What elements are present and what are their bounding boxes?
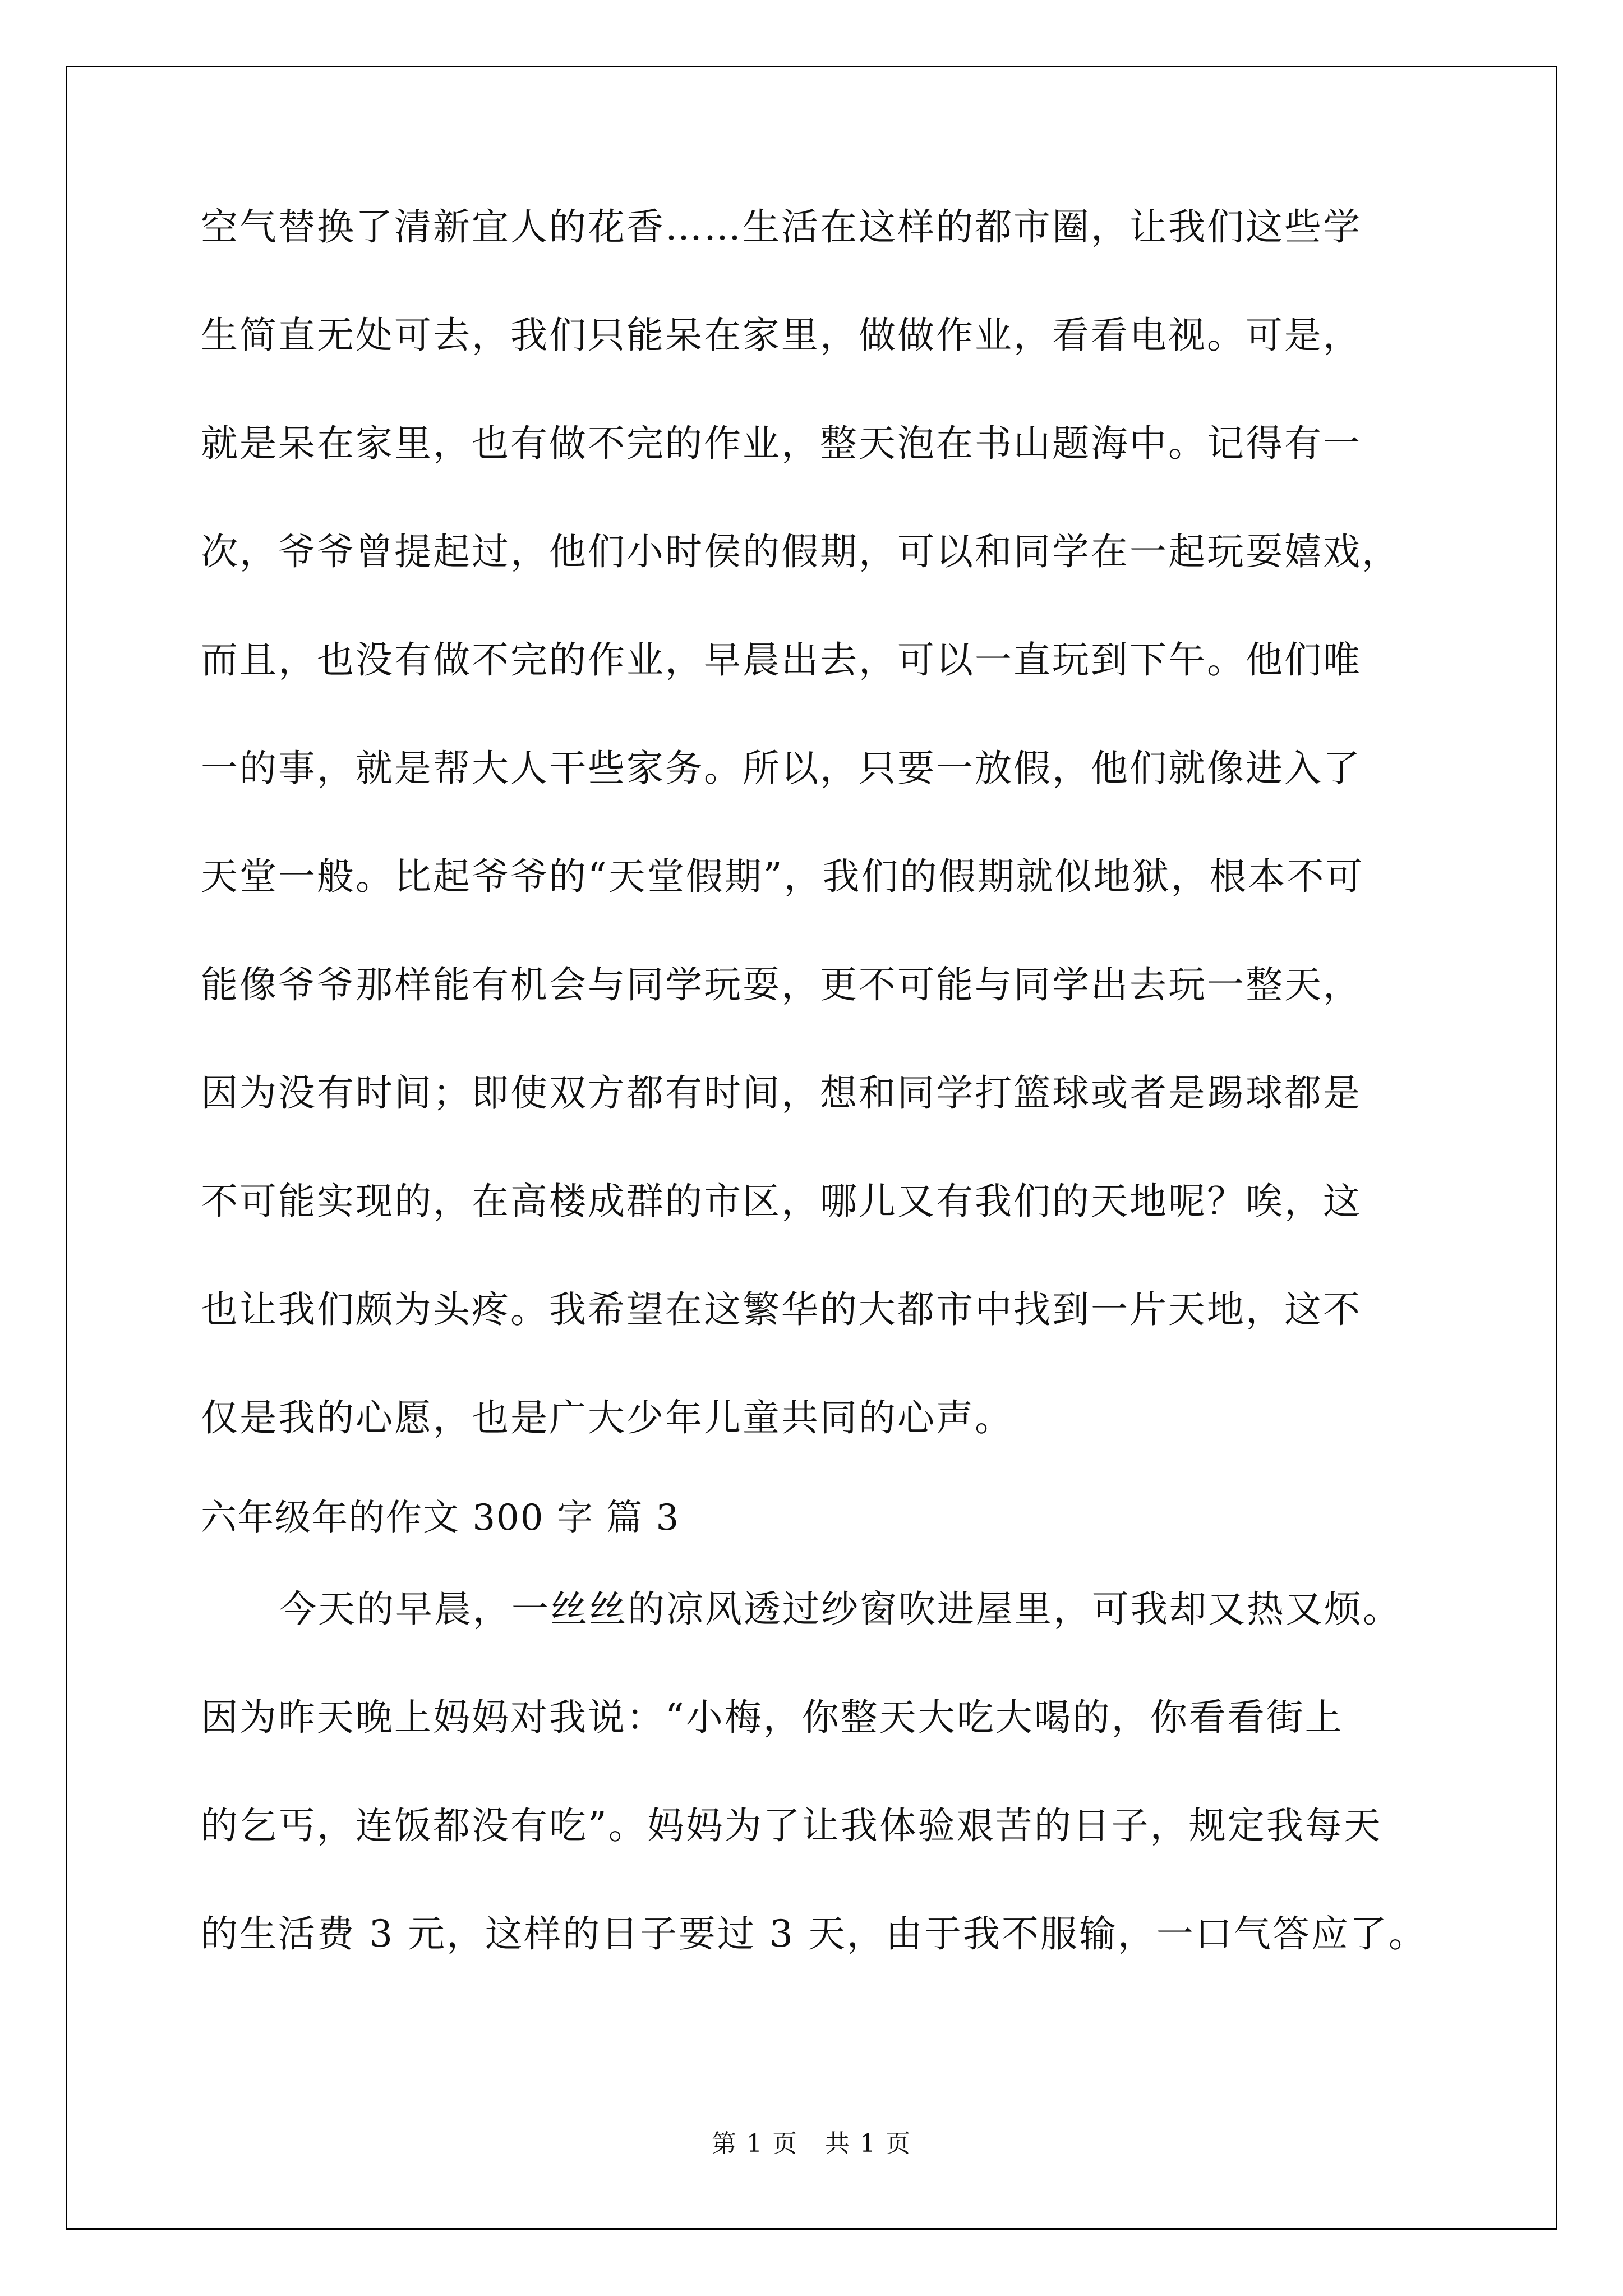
section-heading: 六年级年的作文 300 字 篇 3 (201, 1497, 680, 1539)
page-number: 第 1 页 (712, 2129, 798, 2158)
text-line: 而且，也没有做不完的作业，早晨出去，可以一直玩到下午。他们唯 (201, 638, 1362, 682)
text-line: 今天的早晨，一丝丝的凉风透过纱窗吹进屋里，可我却又热又烦。 (279, 1588, 1401, 1631)
text-line: 仅是我的心愿，也是广大少年儿童共同的心声。 (201, 1396, 1013, 1439)
text-line: 一的事，就是帮大人干些家务。所以，只要一放假，他们就像进入了 (201, 747, 1362, 790)
text-line: 生简直无处可去，我们只能呆在家里，做做作业，看看电视。可是， (201, 314, 1362, 357)
document-body (201, 205, 1457, 2024)
text-line: 也让我们颇为头疼。我希望在这繁华的大都市中找到一片天地，这不 (201, 1288, 1362, 1331)
text-line: 次，爷爷曾提起过，他们小时侯的假期，可以和同学在一起玩耍嬉戏， (201, 530, 1400, 573)
text-line: 的乞丐，连饭都没有吃”。妈妈为了让我体验艰苦的日子，规定我每天 (201, 1804, 1382, 1847)
page-footer (0, 2129, 1623, 2158)
text-line: 因为昨天晚上妈妈对我说：“小梅，你整天大吃大喝的，你看看街上 (201, 1696, 1344, 1739)
text-line: 能像爷爷那样能有机会与同学玩耍，更不可能与同学出去玩一整天， (201, 963, 1362, 1006)
text-line: 空气替换了清新宜人的花香……生活在这样的都市圈，让我们这些学 (201, 205, 1362, 249)
page-total: 共 1 页 (825, 2129, 911, 2158)
text-line: 不可能实现的，在高楼成群的市区，哪儿又有我们的天地呢？唉，这 (201, 1180, 1362, 1223)
text-line: 因为没有时间；即使双方都有时间，想和同学打篮球或者是踢球都是 (201, 1071, 1362, 1115)
text-line: 的生活费 3 元，这样的日子要过 3 天，由于我不服输，一口气答应了。 (201, 1912, 1427, 1955)
text-line: 就是呆在家里，也有做不完的作业，整天泡在书山题海中。记得有一 (201, 422, 1362, 465)
text-line: 天堂一般。比起爷爷的“天堂假期”，我们的假期就似地狱，根本不可 (201, 855, 1364, 898)
